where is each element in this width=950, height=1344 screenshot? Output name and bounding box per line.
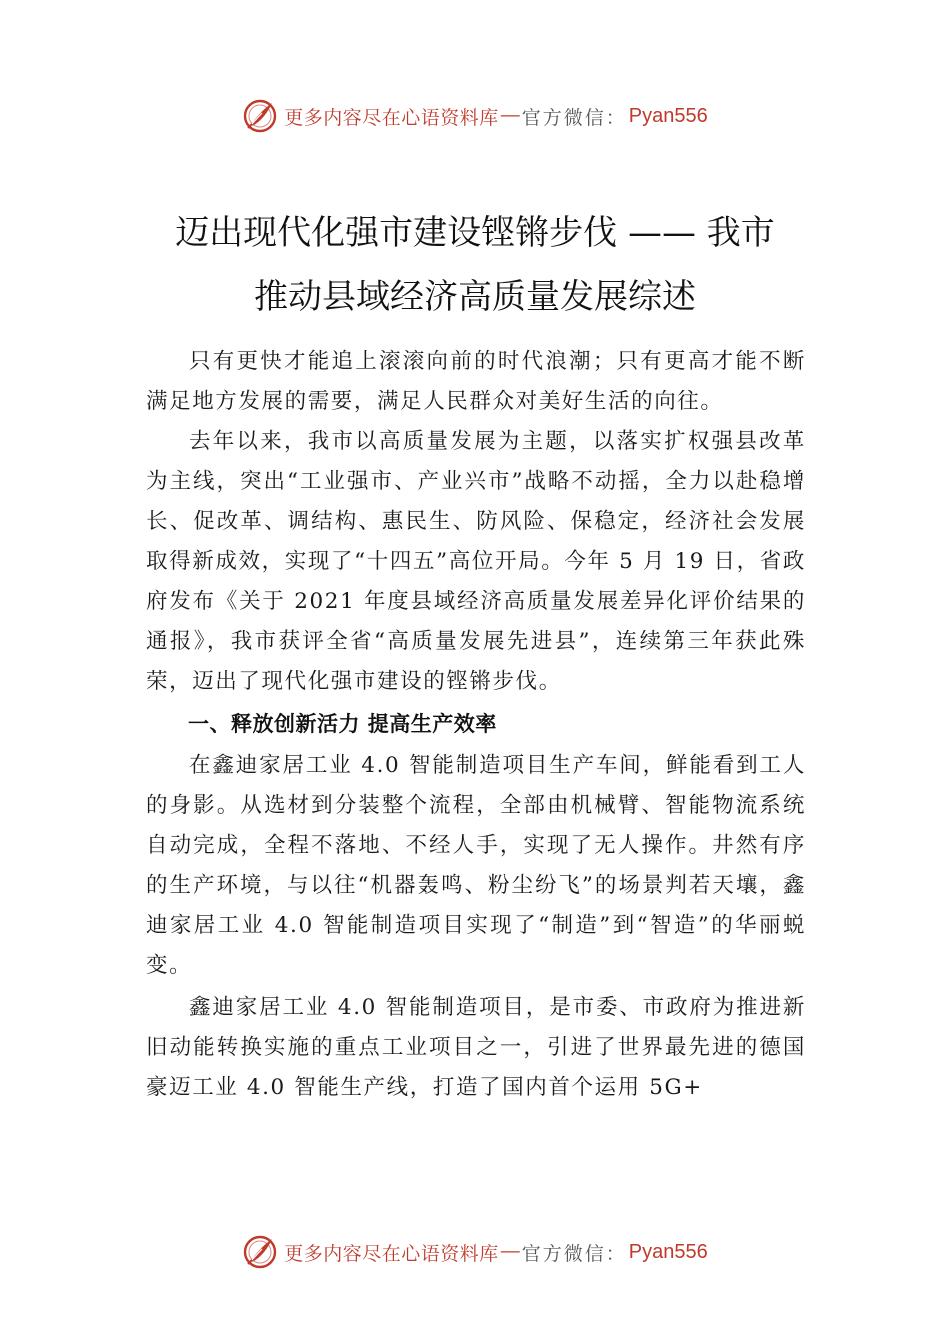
watermark-contact-label: 官方微信： xyxy=(521,1242,627,1265)
watermark-contact-id: Pyan556 xyxy=(628,1240,708,1263)
watermark-brand: 更多内容尽在心语资料库 xyxy=(284,1242,499,1265)
paragraph-section1-b: 鑫迪家居工业 4.0 智能制造项目，是市委、市政府为推进新旧动能转换实施的重点工业项目之一，引进了世界最先进的德国豪迈工业 4.0 智能生产线，打造了国内首个运用 5G+ xyxy=(146,995,806,1100)
quill-pen-logo-icon xyxy=(242,1234,278,1270)
header-watermark xyxy=(0,96,950,136)
title-line-2: 推动县域经济高质量发展综述 xyxy=(254,276,696,317)
section-heading-1: 一、释放创新活力 提高生产效率 xyxy=(188,712,497,736)
quill-pen-logo-icon xyxy=(242,98,278,134)
footer-watermark xyxy=(0,1232,950,1272)
watermark-contact-id: Pyan556 xyxy=(628,104,708,127)
paragraph-intro: 只有更快才能追上滚滚向前的时代浪潮；只有更高才能不断满足地方发展的需要，满足人民群众对美好生活的向往。 xyxy=(146,349,806,414)
paragraph-overview: 去年以来，我市以高质量发展为主题，以落实扩权强县改革为主线，突出“工业强市、产业兴市”战略不动摇，全力以赴稳增长、促改革、调结构、惠民生、防风险、保稳定，经济社会发展取得新成效，实现了“十四五”高位开局。今年 5 月 19 日，省政府发布《关于 2021 年度县域经济高质量发展差异化评价结果的通报》，我市获评全省“高质量发展先进县”，连续第三年获此殊荣，迈出了现代化强市建设的铿锵步伐。 xyxy=(146,429,806,694)
watermark-contact-label: 官方微信： xyxy=(521,106,627,129)
paragraph-section1-a: 在鑫迪家居工业 4.0 智能制造项目生产车间，鲜能看到工人的身影。从选材到分装整个流程，全部由机械臂、智能物流系统自动完成，全程不落地、不经人手，实现了无人操作。井然有序的生产环境，与以往“机器轰鸣、粉尘纷飞”的场景判若天壤，鑫迪家居工业 4.0 智能制造项目实现了“制造”到“智造”的华丽蜕变。 xyxy=(146,753,806,978)
document-title xyxy=(120,201,830,329)
watermark-dash: — xyxy=(500,1241,520,1262)
title-line-1: 迈出现代化强市建设铿锵步伐 —— 我市 xyxy=(175,212,775,253)
watermark-brand: 更多内容尽在心语资料库 xyxy=(284,106,499,129)
watermark-dash: — xyxy=(500,105,520,126)
document-body xyxy=(146,342,806,1108)
